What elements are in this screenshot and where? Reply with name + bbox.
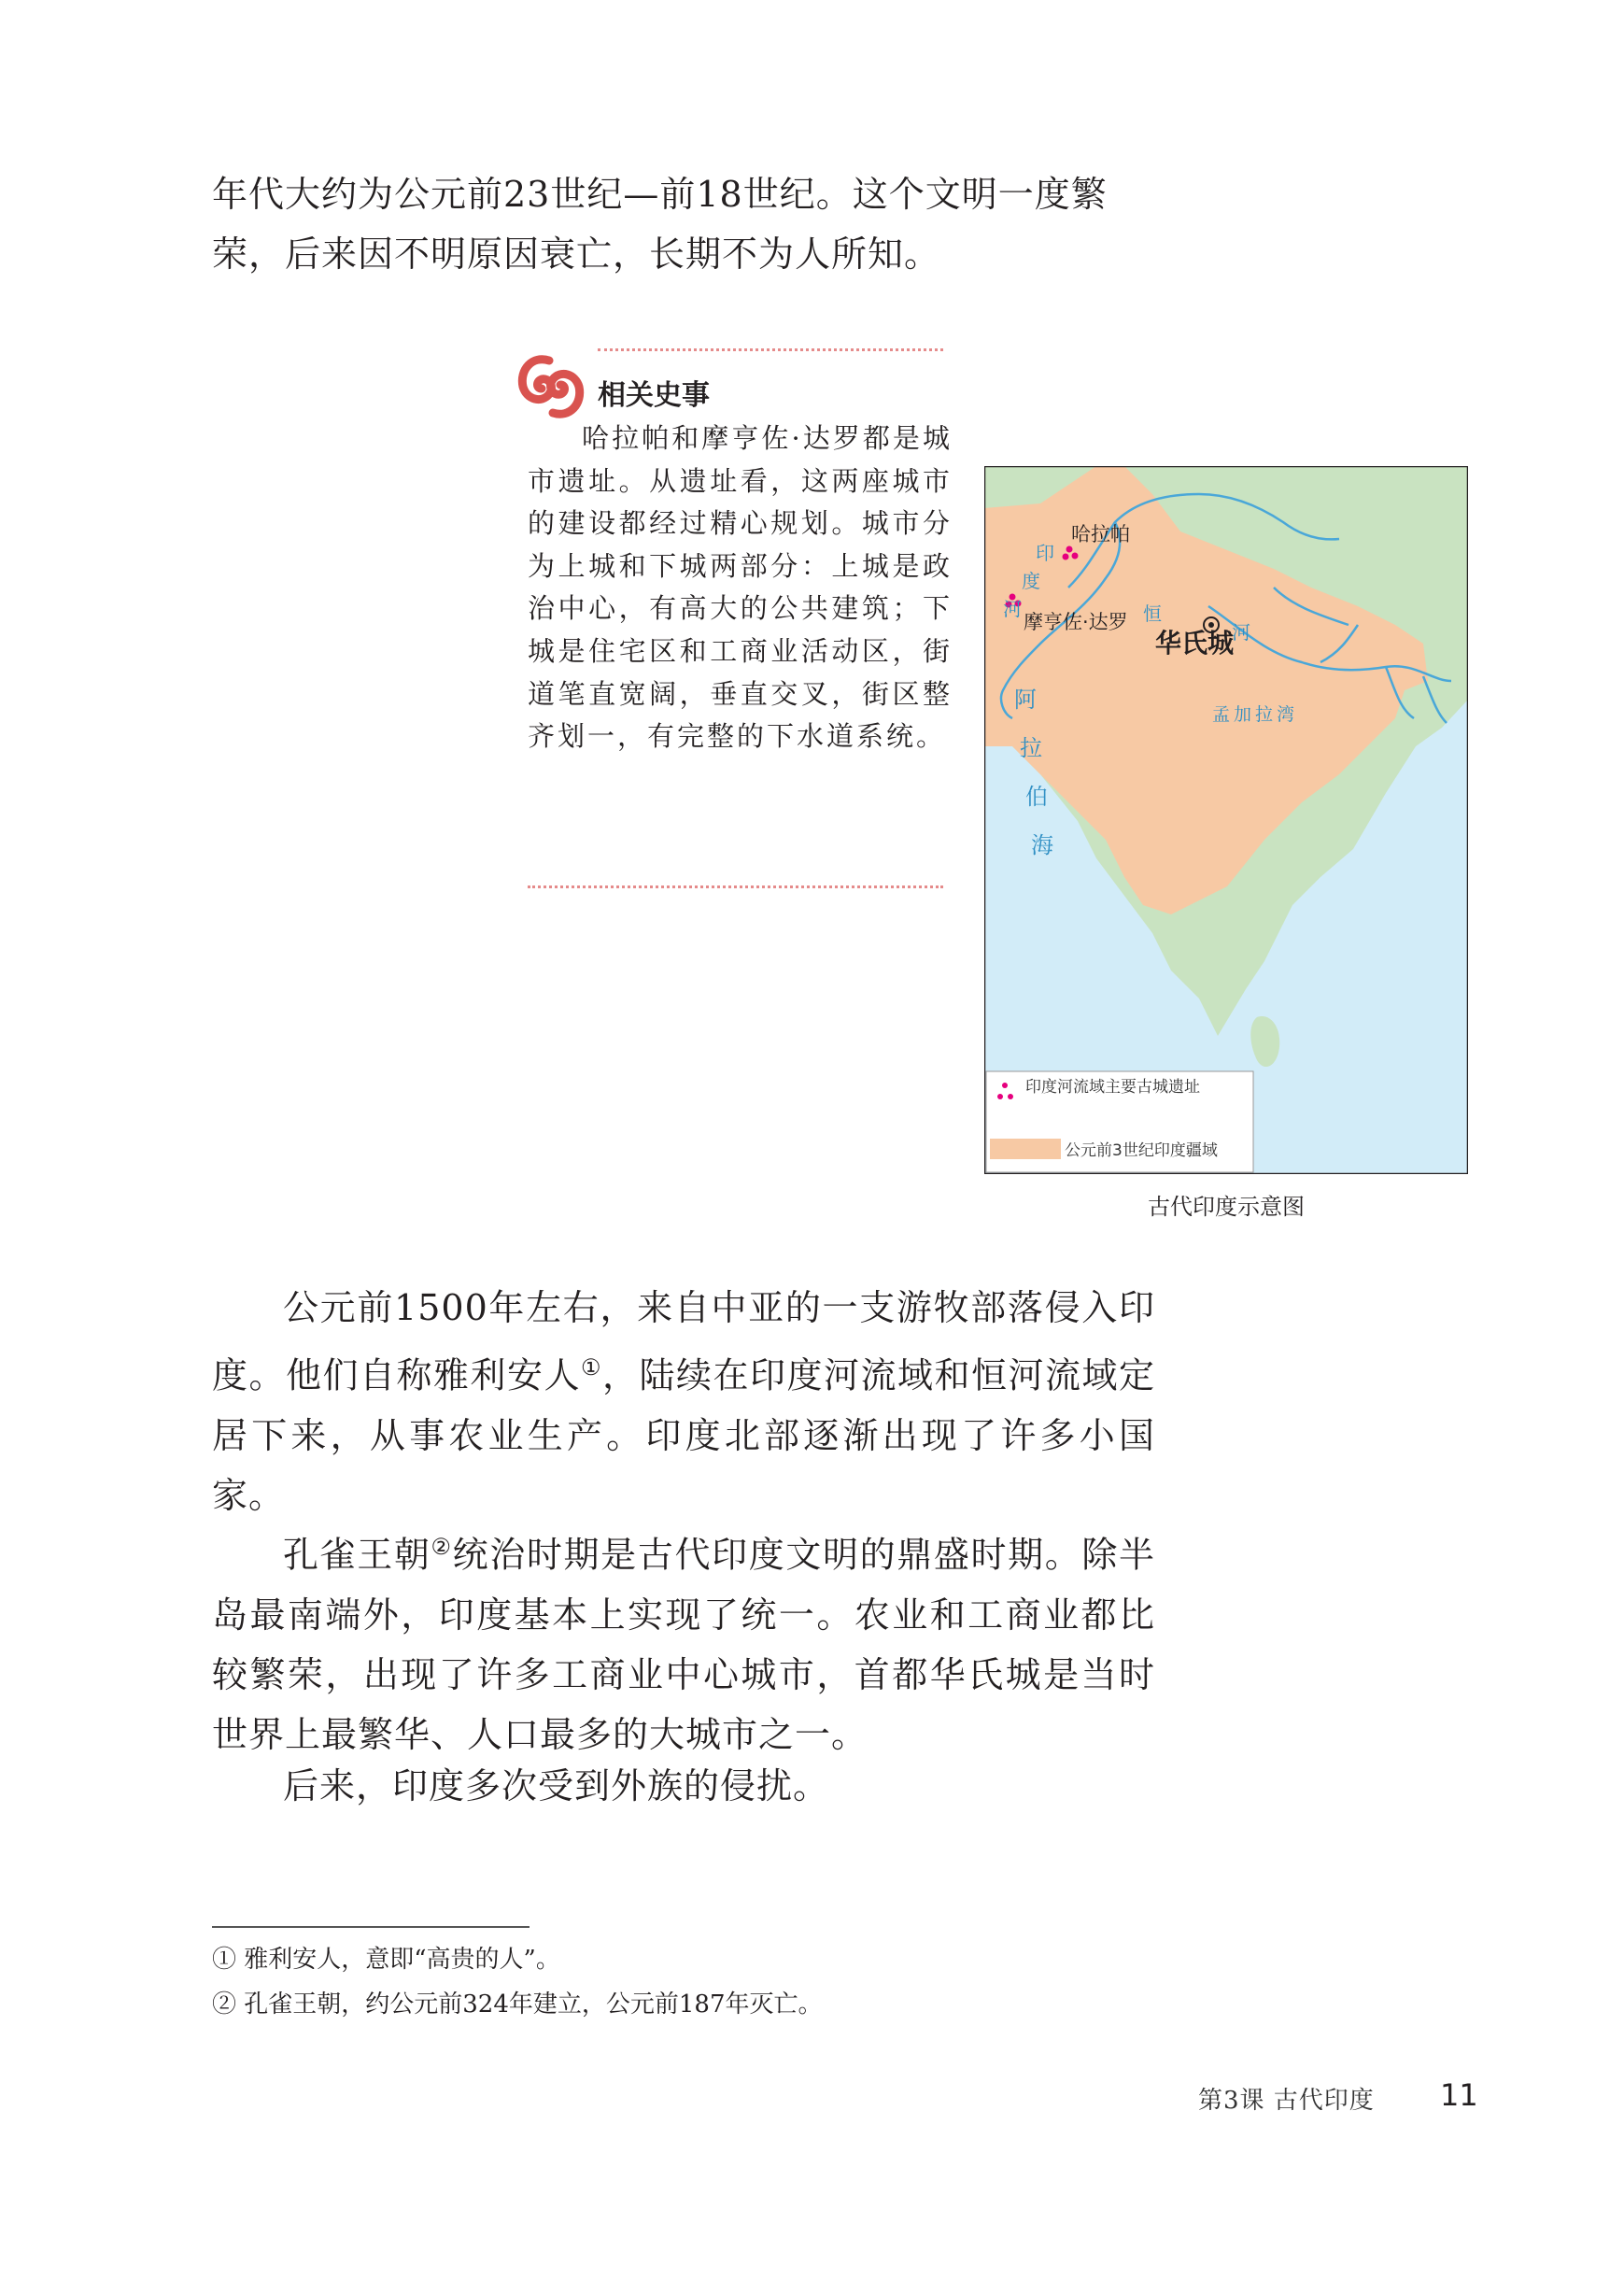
footnote-ref: ② xyxy=(431,1534,453,1560)
footer-lesson-title: 第3课 古代印度 xyxy=(1198,2087,1375,2115)
legend-sites-label: 印度河流域主要古城遗址 xyxy=(1025,1078,1200,1097)
paragraph-line: 年代大约为公元前23世纪—前18世纪。这个文明一度繁 xyxy=(212,174,1108,215)
paragraph-text: ，陆续在印度河流域和恒河流域定居下来，从事农业生产。印度北部逐渐出现了许多小国家。 xyxy=(212,1354,1155,1516)
sidebar-text: 哈拉帕和摩亨佐·达罗都是城市遗址。从遗址看，这两座城市的建设都经过精心规划。城市分为上城和下城两部分：上城是政治中心，有高大的公共建筑；下城是住宅区和工商业活动区，街道笔直宽阔，垂直交叉，街区整齐划一，有完整的下水道系统。 xyxy=(528,422,953,753)
map-legend xyxy=(986,1071,1253,1172)
paragraph-text: 统治时期是古代印度文明的鼎盛时期。除半岛最南端外，印度基本上实现了统一。农业和工商业都比较繁荣，出现了许多工商业中心城市，首都华氏城是当时世界上最繁华、人口最多的大城市之一。 xyxy=(212,1534,1155,1755)
label-ganges-2: 河 xyxy=(1232,621,1250,644)
label-sea-3: 伯 xyxy=(1025,784,1048,810)
footnote-ref: ① xyxy=(580,1354,602,1381)
sidebar-bottom-divider xyxy=(528,885,943,888)
label-bay-of-bengal: 孟加拉湾 xyxy=(1212,704,1299,725)
label-ganges-1: 恒 xyxy=(1143,602,1162,625)
sidebar-ornament-icon xyxy=(512,347,588,426)
footnote-2: ② 孔雀王朝，约公元前324年建立，公元前187年灭亡。 xyxy=(212,1990,823,2019)
label-sea-1: 阿 xyxy=(1014,687,1037,713)
paragraph-text: 公元前1500年左右，来自中亚的一支游牧部落侵入印度。他们自称雅利安人 xyxy=(212,1287,1155,1396)
map-caption: 古代印度示意图 xyxy=(1148,1194,1305,1220)
label-indus-2: 度 xyxy=(1022,570,1040,592)
legend-territory-label: 公元前3世纪印度疆域 xyxy=(1065,1141,1218,1160)
label-sea-2: 拉 xyxy=(1020,735,1042,761)
footnote-divider xyxy=(212,1926,530,1928)
sidebar-top-divider xyxy=(598,348,943,351)
label-indus-1: 印 xyxy=(1036,542,1054,564)
paragraph-aryans xyxy=(212,1278,1155,1525)
paragraph-maurya xyxy=(212,1517,1155,1764)
label-pataliputra: 华氏城 xyxy=(1155,628,1235,659)
footnote-1: ① 雅利安人，意即“高贵的人”。 xyxy=(212,1946,560,1974)
paragraph-text: 孔雀王朝 xyxy=(283,1534,431,1576)
label-mohenjo-daro: 摩亨佐·达罗 xyxy=(1024,611,1128,633)
page-number: 11 xyxy=(1440,2077,1478,2113)
label-harappa: 哈拉帕 xyxy=(1071,523,1130,545)
paragraph-invasions: 后来，印度多次受到外族的侵扰。 xyxy=(283,1765,830,1806)
continued-paragraph xyxy=(212,164,1155,284)
sidebar-title: 相关史事 xyxy=(598,379,710,412)
paragraph-line: 荣，后来因不明原因衰亡，长期不为人所知。 xyxy=(212,234,941,275)
label-indus-3: 河 xyxy=(1003,598,1022,620)
label-sea-4: 海 xyxy=(1031,832,1053,858)
ancient-india-map xyxy=(984,466,1468,1174)
